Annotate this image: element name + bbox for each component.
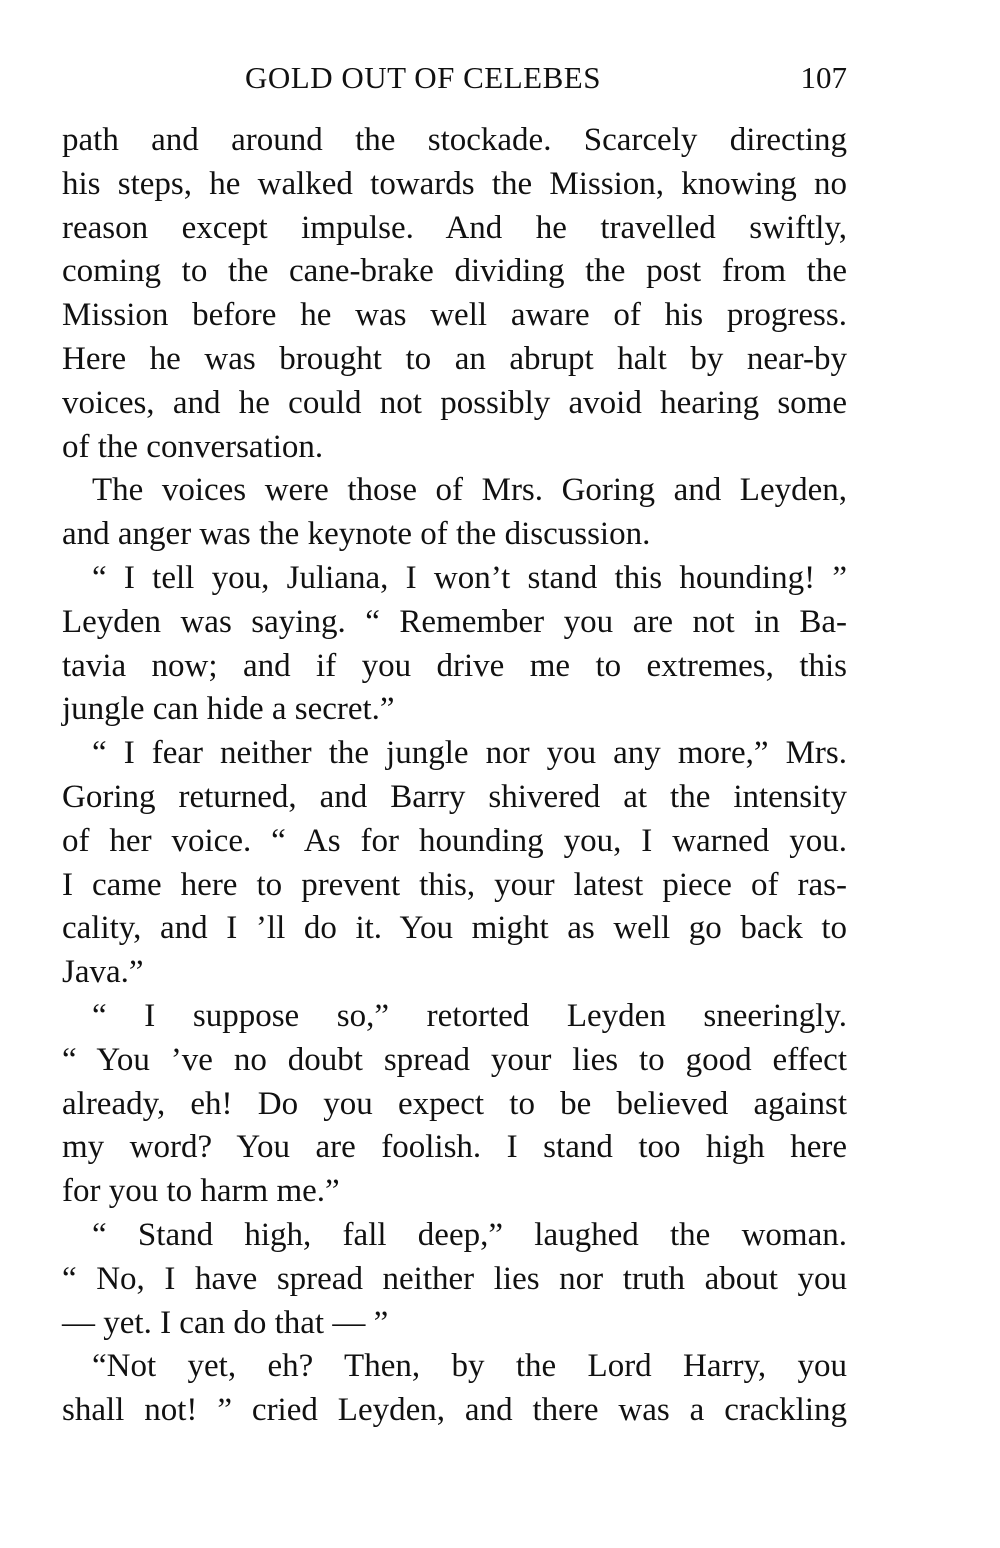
text-line: path and around the stockade. Scarcely directing xyxy=(62,122,847,158)
text-line: The voices were those of Mrs. Goring and Leyden, xyxy=(92,472,847,509)
text-line: “ No, I have spread neither lies nor truth about you xyxy=(62,1260,847,1297)
body-text xyxy=(62,119,847,1433)
page-number: 107 xyxy=(800,60,847,95)
text-line: tavia now; and if you drive me to extremes, this xyxy=(62,647,847,684)
text-line: his steps, he walked towards the Mission, knowing no xyxy=(62,165,847,202)
text-line: voices, and he could not possibly avoid hearing some xyxy=(62,384,847,421)
text-line: reason except impulse. And he travelled swiftly, xyxy=(62,209,847,246)
text-line: Mission before he was well aware of his progress. xyxy=(62,297,847,334)
text-line: Goring returned, and Barry shivered at the intensity xyxy=(62,778,847,815)
text-line: “ I suppose so,” retorted Leyden sneeringly. xyxy=(92,997,847,1034)
text-line: my word? You are foolish. I stand too high here xyxy=(62,1129,847,1166)
text-line: “ You ’ve no doubt spread your lies to good effect xyxy=(62,1041,847,1078)
text-line: “ Stand high, fall deep,” laughed the woman. xyxy=(92,1216,847,1253)
text-line: “ I fear neither the jungle nor you any more,” Mrs. xyxy=(92,735,847,772)
text-line: shall not! ” cried Leyden, and there was a crackling xyxy=(62,1392,847,1429)
text-line: for you to harm me.” xyxy=(62,1173,340,1210)
text-line: — yet. I can do that — ” xyxy=(62,1304,389,1341)
text-line: cality, and I ’ll do it. You might as well go back to xyxy=(62,910,847,947)
text-line: Java.” xyxy=(62,954,144,991)
text-line: I came here to prevent this, your latest piece of ras- xyxy=(62,866,847,903)
text-line: coming to the cane-brake dividing the post from the xyxy=(62,253,847,290)
running-title: GOLD OUT OF CELEBES xyxy=(245,60,601,95)
text-line: “Not yet, eh? Then, by the Lord Harry, you xyxy=(92,1348,847,1385)
text-line: Leyden was saying. “ Remember you are not in Ba- xyxy=(62,603,847,640)
text-line: of the conversation. xyxy=(62,428,324,465)
text-line: already, eh! Do you expect to be believed against xyxy=(62,1085,847,1122)
text-line: jungle can hide a secret.” xyxy=(62,691,395,728)
running-head xyxy=(62,58,847,98)
text-line: Here he was brought to an abrupt halt by near-by xyxy=(62,340,847,377)
text-line: of her voice. “ As for hounding you, I warned you. xyxy=(62,822,847,859)
text-line: “ I tell you, Juliana, I won’t stand this hounding! ” xyxy=(92,559,847,596)
text-line: and anger was the keynote of the discussion. xyxy=(62,516,651,553)
